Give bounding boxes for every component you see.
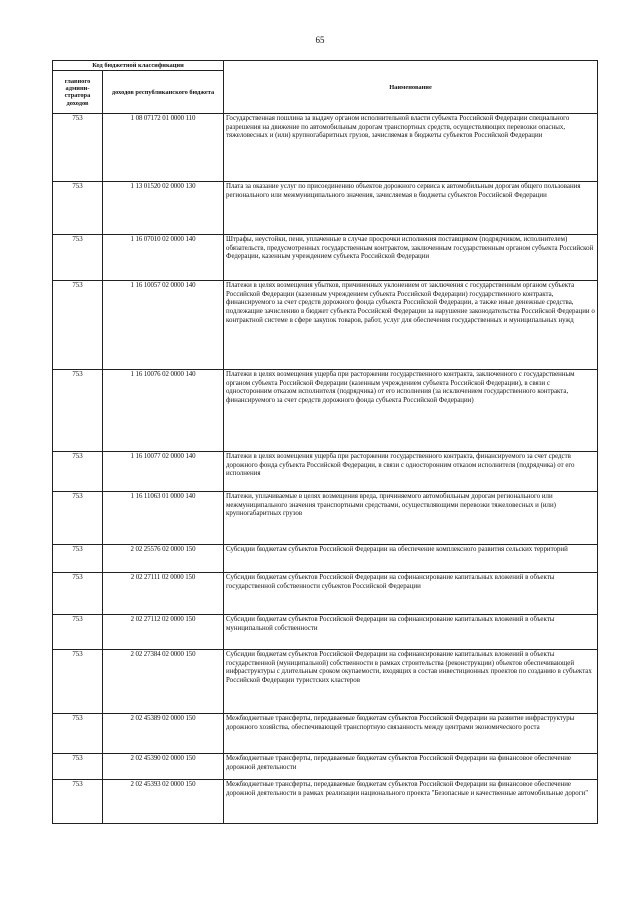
income-name: Государственная пошлина за выдачу органом исполнительной власти субъекта Российской Федерации специального разрешения на движение по автомобильным дорогам транспортных средств, осуществляющих перевозки опасных, тяжеловесных и (или) крупногабаритных грузов, зачисляемая в бюджеты субъектов Российской Федерации bbox=[224, 114, 598, 182]
income-code: 1 08 07172 01 0000 110 bbox=[103, 114, 224, 182]
income-name: Субсидии бюджетам субъектов Российской Федерации на софинансирование капитальных вложений в объекты государственной (муниципальной) собственности в рамках строительства (реконструкции) объектов обеспечивающей инфраструктуры с длительным сроком окупаемости, входящих в состав инвестиционных проектов по созданию в субъектах Российской Федерации туристских кластеров bbox=[224, 650, 598, 714]
admin-code: 753 bbox=[53, 545, 103, 573]
income-name: Межбюджетные трансферты, передаваемые бюджетам субъектов Российской Федерации на финансовое обеспечение дорожной деятельности в рамках реализации национального проекта "Безопасные и качественные автомобильные дороги" bbox=[224, 780, 598, 824]
admin-code: 753 bbox=[53, 452, 103, 492]
table-row bbox=[53, 452, 598, 492]
income-code: 2 02 45393 02 0000 150 bbox=[103, 780, 224, 824]
table-row bbox=[53, 714, 598, 754]
income-name: Субсидии бюджетам субъектов Российской Федерации на обеспечение комплексного развития сельских территорий bbox=[224, 545, 598, 573]
header-classification-code: Код бюджетной классификации bbox=[53, 61, 224, 71]
income-code: 2 02 27384 02 0000 150 bbox=[103, 650, 224, 714]
table-row bbox=[53, 370, 598, 452]
header-admin: главного админи-стратора доходов bbox=[53, 71, 103, 114]
header-name: Наименование bbox=[224, 61, 598, 114]
page-number: 65 bbox=[315, 35, 325, 45]
admin-code: 753 bbox=[53, 235, 103, 281]
income-name: Платежи в целях возмещения ущерба при расторжении государственного контракта, финансируемого за счет средств дорожного фонда субъекта Российской Федерации, в связи с односторонним отказом исполнителя (подрядчика) от его исполнения bbox=[224, 452, 598, 492]
income-code: 1 16 11063 01 0000 140 bbox=[103, 492, 224, 545]
table-row bbox=[53, 281, 598, 370]
income-code: 1 16 10076 02 0000 140 bbox=[103, 370, 224, 452]
budget-classification-table bbox=[52, 60, 598, 824]
income-code: 2 02 45390 02 0000 150 bbox=[103, 754, 224, 780]
table-row bbox=[53, 615, 598, 650]
income-code: 2 02 27111 02 0000 150 bbox=[103, 573, 224, 615]
admin-code: 753 bbox=[53, 573, 103, 615]
table-row bbox=[53, 235, 598, 281]
table-row bbox=[53, 545, 598, 573]
income-name: Межбюджетные трансферты, передаваемые бюджетам субъектов Российской Федерации на финансовое обеспечение дорожной деятельности bbox=[224, 754, 598, 780]
income-code: 2 02 25576 02 0000 150 bbox=[103, 545, 224, 573]
admin-code: 753 bbox=[53, 114, 103, 182]
income-name: Платежи, уплачиваемые в целях возмещения вреда, причиняемого автомобильным дорогам регионального или межмуниципального значения транспортными средствами, осуществляющими перевозки тяжеловесных и (или) крупногабаритных грузов bbox=[224, 492, 598, 545]
admin-code: 753 bbox=[53, 492, 103, 545]
table-row bbox=[53, 182, 598, 235]
income-name: Плата за оказание услуг по присоединению объектов дорожного сервиса к автомобильным дорогам общего пользования регионального или межмуниципального значения, зачисляемая в бюджеты субъектов Российской Федерации bbox=[224, 182, 598, 235]
income-code: 1 13 01520 02 0000 130 bbox=[103, 182, 224, 235]
admin-code: 753 bbox=[53, 370, 103, 452]
table-row bbox=[53, 780, 598, 824]
income-name: Субсидии бюджетам субъектов Российской Федерации на софинансирование капитальных вложений в объекты государственной собственности субъектов Российской Федерации bbox=[224, 573, 598, 615]
income-name: Межбюджетные трансферты, передаваемые бюджетам субъектов Российской Федерации на развитие инфраструктуры дорожного хозяйства, обеспечивающей транспортную связанность между центрами экономического роста bbox=[224, 714, 598, 754]
income-code: 1 16 10057 02 0000 140 bbox=[103, 281, 224, 370]
table-row bbox=[53, 573, 598, 615]
income-code: 2 02 45389 02 0000 150 bbox=[103, 714, 224, 754]
income-code: 1 16 07010 02 0000 140 bbox=[103, 235, 224, 281]
table-row bbox=[53, 650, 598, 714]
income-code: 2 02 27112 02 0000 150 bbox=[103, 615, 224, 650]
income-name: Субсидии бюджетам субъектов Российской Федерации на софинансирование капитальных вложений в объекты муниципальной собственности bbox=[224, 615, 598, 650]
table-row bbox=[53, 492, 598, 545]
admin-code: 753 bbox=[53, 281, 103, 370]
table-row bbox=[53, 754, 598, 780]
admin-code: 753 bbox=[53, 780, 103, 824]
table-row bbox=[53, 114, 598, 182]
admin-code: 753 bbox=[53, 182, 103, 235]
admin-code: 753 bbox=[53, 650, 103, 714]
admin-code: 753 bbox=[53, 615, 103, 650]
income-name: Платежи в целях возмещения ущерба при расторжении государственного контракта, заключенного с государственным органом субъекта Российской Федерации (казенным учреждением субъекта Российской Федерации), в связи с односторонним отказом исполнителя (подрядчика) от его исполнения (за исключением государственного контракта, финансируемого за счет средств дорожного фонда субъекта Российской Федерации) bbox=[224, 370, 598, 452]
income-name: Штрафы, неустойки, пени, уплаченные в случае просрочки исполнения поставщиком (подрядчиком, исполнителем) обязательств, предусмотренных государственным контрактом, заключенным государственным органом субъекта Российской Федерации, казенным учреждением субъекта Российской Федерации bbox=[224, 235, 598, 281]
income-name: Платежи в целях возмещения убытков, причиненных уклонением от заключения с государственным органом субъекта Российской Федерации (казенным учреждением субъекта Российской Федерации) государственного контракта, финансируемого за счет средств дорожного фонда субъекта Российской Федерации, а также иные денежные средства, подлежащие зачислению в бюджет субъекта Российской Федерации за нарушение законодательства Российской Федерации о контрактной системе в сфере закупок товаров, работ, услуг для обеспечения государственных и муниципальных нужд bbox=[224, 281, 598, 370]
admin-code: 753 bbox=[53, 754, 103, 780]
income-code: 1 16 10077 02 0000 140 bbox=[103, 452, 224, 492]
admin-code: 753 bbox=[53, 714, 103, 754]
header-income: доходов республиканского бюджета bbox=[103, 71, 224, 114]
